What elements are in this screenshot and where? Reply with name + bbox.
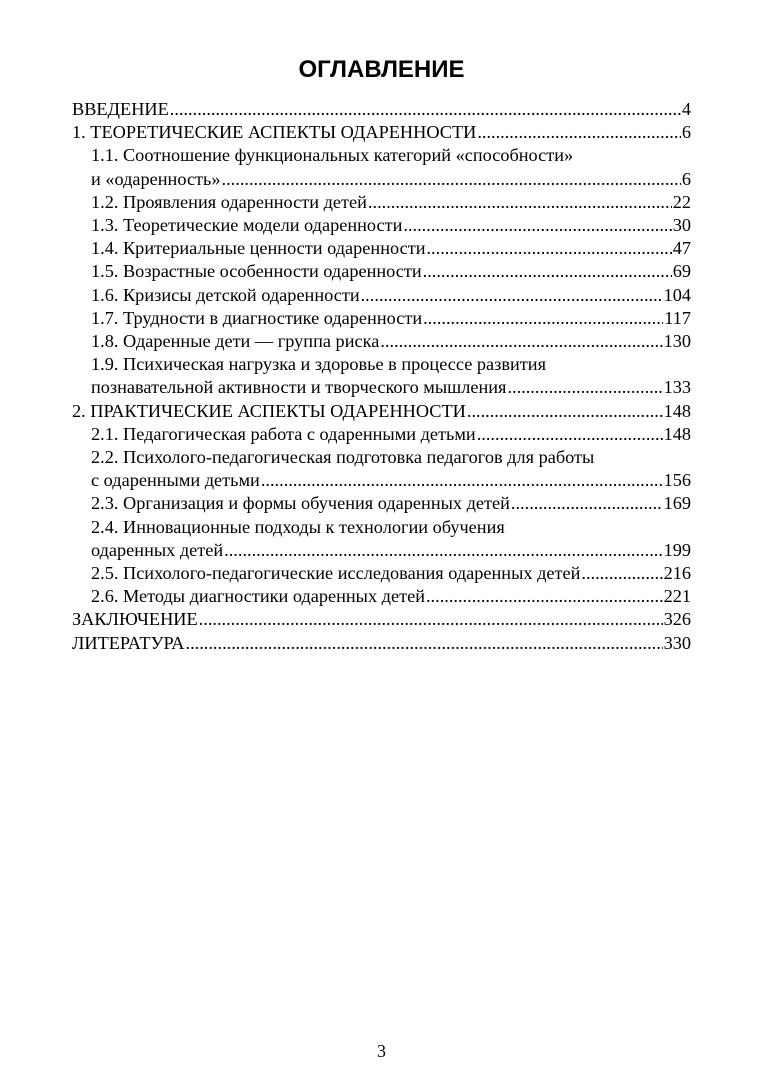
toc-entry xyxy=(72,121,691,144)
toc-entry-title: 1.8. Одаренные дети — группа риска xyxy=(91,331,380,352)
toc-entry-page: 148 xyxy=(663,400,691,421)
toc-entry-line xyxy=(72,98,691,121)
toc-leader-dots xyxy=(477,121,681,144)
toc-entry-page: 22 xyxy=(672,191,691,212)
toc-entry-title: с одаренными детьми xyxy=(91,470,260,491)
toc-entry-page: 130 xyxy=(663,331,691,352)
toc-entry-line xyxy=(91,260,691,283)
toc-entry xyxy=(72,585,691,608)
table-of-contents xyxy=(72,98,691,655)
toc-entry-title: 1.5. Возрастные особенности одаренности xyxy=(91,261,422,282)
toc-leader-dots xyxy=(261,469,663,492)
toc-entry-page: 117 xyxy=(664,307,691,328)
toc-entry-title-line: 2.4. Инновационные подходы к технологии обучения xyxy=(91,516,505,537)
toc-entry-page: 148 xyxy=(663,423,691,444)
toc-entry-page: 199 xyxy=(663,539,691,560)
toc-leader-dots xyxy=(222,168,681,191)
toc-entry xyxy=(72,562,691,585)
toc-entry-title: ЛИТЕРАТУРА xyxy=(72,632,185,653)
toc-entry xyxy=(72,214,691,237)
toc-entry-page: 169 xyxy=(663,493,691,514)
toc-entry xyxy=(72,632,691,655)
toc-entry-title: ЗАКЛЮЧЕНИЕ xyxy=(72,609,198,630)
toc-entry-line xyxy=(91,423,691,446)
toc-entry-line xyxy=(91,168,691,191)
toc-entry-title-line: 2.2. Психолого-педагогическая подготовка педагогов для работы xyxy=(91,447,595,468)
toc-leader-dots xyxy=(507,376,662,399)
toc-leader-dots xyxy=(361,284,663,307)
toc-entry xyxy=(72,400,691,423)
toc-entry-line xyxy=(91,214,691,237)
toc-entry-page: 30 xyxy=(672,215,691,236)
toc-entry xyxy=(72,260,691,283)
toc-entry xyxy=(72,608,691,631)
toc-entry-page: 133 xyxy=(663,377,691,398)
toc-entry-page: 221 xyxy=(663,586,691,607)
toc-entry-line xyxy=(72,121,691,144)
toc-entry-line xyxy=(91,492,691,515)
toc-entry xyxy=(72,144,691,190)
toc-leader-dots xyxy=(477,423,663,446)
toc-entry-line xyxy=(91,330,691,353)
toc-entry-page: 330 xyxy=(663,632,691,653)
toc-entry-line xyxy=(91,191,691,214)
toc-leader-dots xyxy=(199,608,663,631)
toc-entry-page: 326 xyxy=(663,609,691,630)
toc-entry-title: и «одаренность» xyxy=(91,168,221,189)
toc-entry-page: 156 xyxy=(663,470,691,491)
toc-entry xyxy=(72,353,691,399)
toc-entry-title-line: 1.1. Соотношение функциональных категорий «способности» xyxy=(91,145,574,166)
toc-entry-page: 6 xyxy=(681,168,691,189)
toc-entry-line xyxy=(91,585,691,608)
toc-leader-dots xyxy=(186,632,663,655)
toc-entry-title: 1.4. Критериальные ценности одаренности xyxy=(91,238,426,259)
toc-leader-dots xyxy=(511,492,663,515)
toc-entry-title: 2.5. Психолого-педагогические исследования одаренных детей xyxy=(91,563,581,584)
toc-entry-title: 2. ПРАКТИЧЕСКИЕ АСПЕКТЫ ОДАРЕННОСТИ xyxy=(72,400,466,421)
toc-entry-line xyxy=(91,469,691,492)
toc-entry-line xyxy=(91,376,691,399)
toc-entry-page: 104 xyxy=(663,284,691,305)
toc-entry-title: одаренных детей xyxy=(91,539,224,560)
toc-leader-dots xyxy=(403,214,671,237)
toc-entry xyxy=(72,446,691,492)
toc-entry-line xyxy=(91,539,691,562)
toc-entry-page: 47 xyxy=(672,238,691,259)
toc-entry-title: 1. ТЕОРЕТИЧЕСКИЕ АСПЕКТЫ ОДАРЕННОСТИ xyxy=(72,122,477,143)
toc-entry-title: 2.1. Педагогическая работа с одаренными детьми xyxy=(91,423,476,444)
toc-leader-dots xyxy=(368,191,672,214)
toc-entry-line xyxy=(91,284,691,307)
toc-entry xyxy=(72,98,691,121)
toc-entry xyxy=(72,307,691,330)
toc-entry xyxy=(72,284,691,307)
toc-entry-title: 1.3. Теоретические модели одаренности xyxy=(91,215,403,236)
toc-entry-page: 4 xyxy=(681,99,691,119)
toc-entry-title: 1.2. Проявления одаренности детей xyxy=(91,191,367,212)
toc-entry xyxy=(72,492,691,515)
toc-entry-line xyxy=(91,562,691,585)
toc-leader-dots xyxy=(423,307,663,330)
toc-leader-dots xyxy=(581,562,662,585)
toc-entry-line xyxy=(72,632,691,655)
toc-entry-page: 216 xyxy=(663,563,691,584)
toc-leader-dots xyxy=(170,98,681,121)
toc-entry xyxy=(72,237,691,260)
page-number: 3 xyxy=(377,1041,386,1061)
toc-leader-dots xyxy=(423,260,672,283)
toc-leader-dots xyxy=(224,539,662,562)
toc-entry xyxy=(72,191,691,214)
toc-entry-title: 1.7. Трудности в диагностике одаренности xyxy=(91,307,423,328)
toc-leader-dots xyxy=(426,585,663,608)
toc-entry-page: 6 xyxy=(681,122,691,143)
toc-leader-dots xyxy=(380,330,662,353)
toc-entry-title: ВВЕДЕНИЕ xyxy=(72,99,169,119)
toc-entry-title-line: 1.9. Психическая нагрузка и здоровье в процессе развития xyxy=(91,354,546,375)
toc-entry-line xyxy=(72,400,691,423)
toc-entry-title: 2.3. Организация и формы обучения одаренных детей xyxy=(91,493,510,514)
toc-entry-line xyxy=(91,237,691,260)
toc-entry-title: 2.6. Методы диагностики одаренных детей xyxy=(91,586,425,607)
toc-entry-title: 1.6. Кризисы детской одаренности xyxy=(91,284,360,305)
toc-leader-dots xyxy=(426,237,671,260)
toc-leader-dots xyxy=(467,400,663,423)
toc-entry xyxy=(72,423,691,446)
toc-entry-page: 69 xyxy=(672,261,691,282)
toc-entry-line xyxy=(72,608,691,631)
toc-entry-title: познавательной активности и творческого мышления xyxy=(91,377,507,398)
page-title: ОГЛАВЛЕНИЕ xyxy=(298,56,465,83)
toc-entry xyxy=(72,516,691,562)
toc-entry xyxy=(72,330,691,353)
toc-entry-line xyxy=(91,307,691,330)
